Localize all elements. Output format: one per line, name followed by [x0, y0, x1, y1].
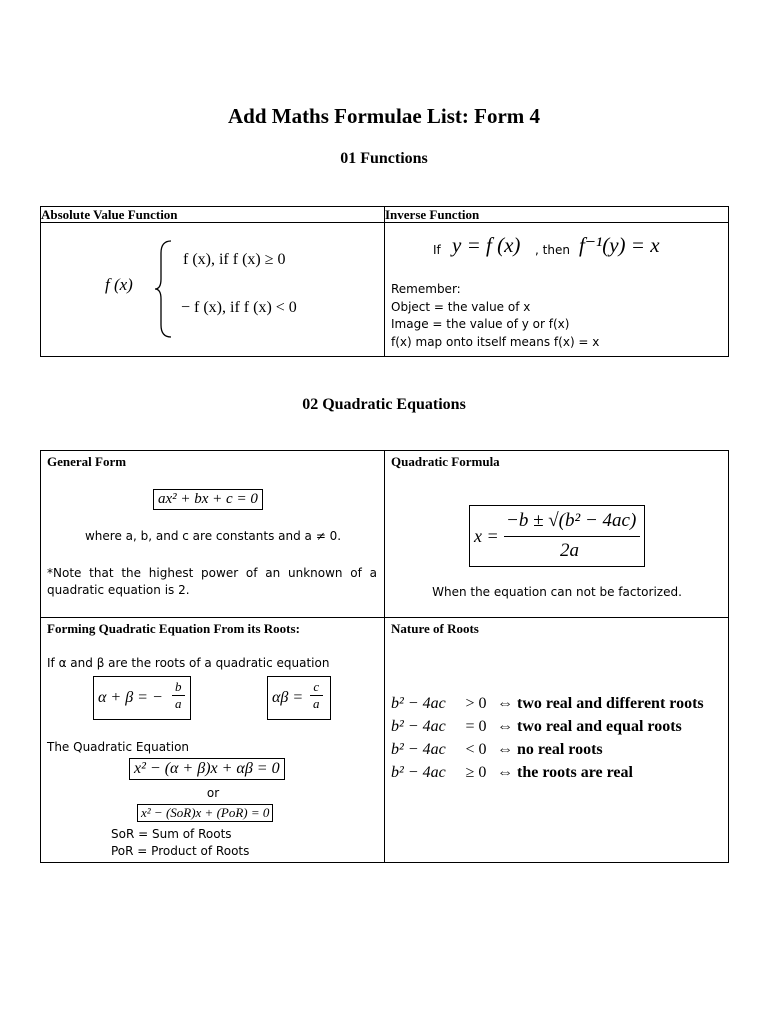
- abs-case-negative: − f (x), if f (x) < 0: [181, 299, 297, 316]
- quadratic-table: [40, 450, 729, 863]
- inverse-function-cell: [385, 223, 729, 357]
- quadratic-formula-cell: [385, 451, 729, 618]
- general-form-note: *Note that the highest power of an unknown of a quadratic equation is 2.: [47, 566, 377, 597]
- roots-intro: If α and β are the roots of a quadratic equation: [47, 656, 330, 670]
- inverse-if-label: If: [433, 243, 441, 257]
- inverse-function-header: Inverse Function: [385, 207, 729, 223]
- abs-value-cell: [41, 223, 385, 357]
- inverse-eq-2: f⁻¹(y) = x: [579, 233, 660, 257]
- image-definition: Image = the value of y or f(x): [391, 317, 570, 331]
- quadratic-formula-header: Quadratic Formula: [391, 454, 500, 469]
- nature-row: b² − 4ac < 0 ⇔ no real roots: [391, 741, 603, 758]
- abs-case-positive: f (x), if f (x) ≥ 0: [183, 251, 286, 268]
- section-functions-heading: 01 Functions: [340, 150, 428, 167]
- roots-equation: x² − (α + β)x + αβ = 0: [129, 758, 285, 780]
- forming-equation-cell: [41, 618, 385, 863]
- object-definition: Object = the value of x: [391, 299, 531, 314]
- or-label: or: [206, 786, 220, 800]
- sor-definition: SoR = Sum of Roots: [111, 827, 232, 841]
- quadratic-formula-box: [469, 505, 645, 567]
- inverse-eq-1: y = f (x): [452, 233, 521, 257]
- remember-label: Remember:: [391, 282, 461, 296]
- nature-row: b² − 4ac > 0 ⇔ two real and different roots: [391, 695, 704, 712]
- prod-numerator: c: [310, 679, 323, 696]
- por-definition: PoR = Product of Roots: [111, 844, 250, 858]
- functions-table: [40, 206, 729, 357]
- sum-of-roots-box: [93, 676, 191, 720]
- prod-lhs: αβ =: [272, 689, 304, 706]
- abs-value-header: Absolute Value Function: [41, 207, 385, 223]
- curly-brace-icon: [153, 239, 173, 339]
- section-quadratic-heading: 02 Quadratic Equations: [302, 396, 466, 413]
- nature-row: b² − 4ac = 0 ⇔ two real and equal roots: [391, 718, 682, 735]
- general-form-header: General Form: [47, 454, 127, 469]
- quadratic-formula-note: When the equation can not be factorized.: [432, 585, 682, 599]
- prod-denominator: a: [313, 696, 320, 711]
- forming-equation-header: Forming Quadratic Equation From its Roots:: [47, 621, 300, 636]
- formula-denominator: 2a: [560, 540, 579, 561]
- sum-denominator: a: [175, 696, 182, 711]
- product-of-roots-box: [267, 676, 331, 720]
- formula-numerator: −b ± √(b² − 4ac): [506, 510, 637, 531]
- nature-of-roots-header: Nature of Roots: [391, 621, 479, 636]
- sor-por-equation: x² − (SoR)x + (PoR) = 0: [137, 804, 273, 822]
- sum-lhs: α + β = −: [98, 689, 163, 706]
- inverse-then-label: , then: [535, 243, 570, 257]
- general-form-equation: ax² + bx + c = 0: [153, 489, 263, 510]
- abs-lhs: f (x): [105, 275, 133, 294]
- map-definition: f(x) map onto itself means f(x) = x: [391, 334, 600, 349]
- quadratic-equation-label: The Quadratic Equation: [47, 740, 190, 754]
- formula-lhs: x =: [474, 526, 499, 546]
- general-form-where: where a, b, and c are constants and a ≠ 0.: [84, 529, 342, 543]
- nature-row: b² − 4ac ≥ 0 ⇔ the roots are real: [391, 764, 633, 781]
- nature-of-roots-cell: [385, 618, 729, 863]
- page-title: Add Maths Formulae List: Form 4: [227, 104, 541, 128]
- sum-numerator: b: [172, 679, 185, 696]
- general-form-cell: [41, 451, 385, 618]
